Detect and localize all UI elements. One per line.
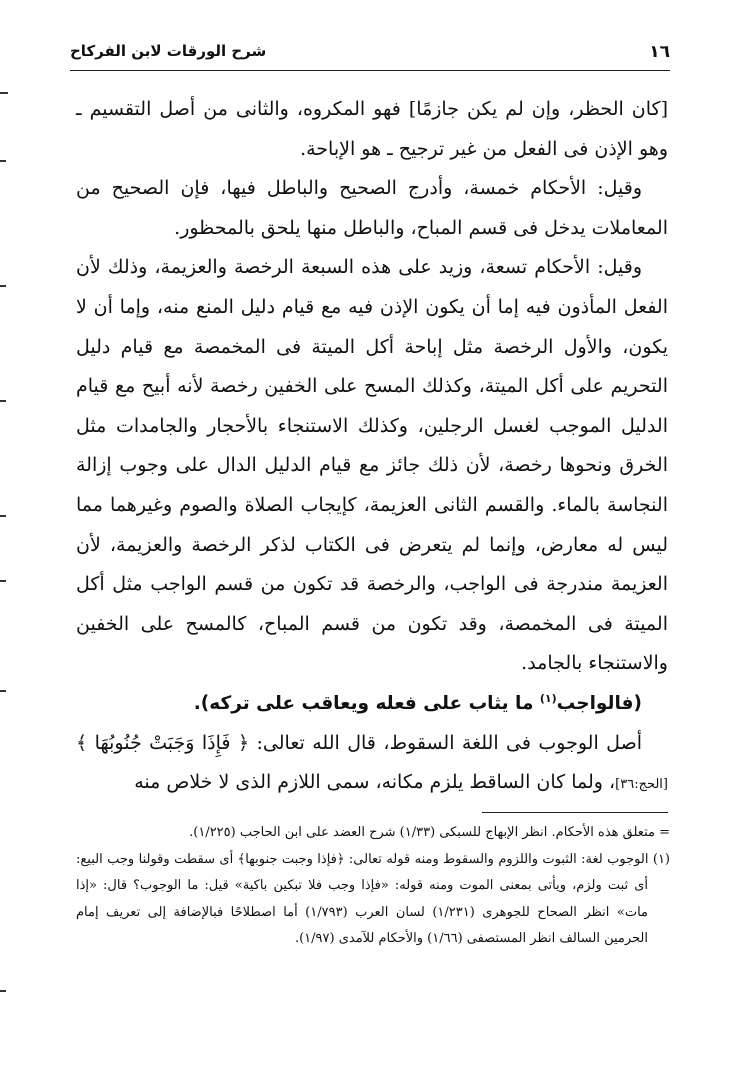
header-rule: [70, 70, 670, 71]
page-number: ١٦: [649, 42, 670, 62]
footnote-rule: [482, 812, 668, 813]
margin-mark: [0, 400, 6, 402]
footnote-1: (١) الوجوب لغة: الثبوت واللزوم والسقوط ومنه قوله تعالى: ﴿فإذا وجبت جنوبها﴾ أى سقطت وقولنا وجب البيع: أى ثبت ولزم، ويأتى بمعنى الموت ومنه قوله: «فإذا وجب فلا تبكين باكية» قيل: ما الوجوب؟ قال: «إذا مات» انظر الصحاح للجوهرى (١/٢٣١) لسان العرب (١/٧٩٣) أما اصطلاحًا فبالإضافة إلى تعريف إمام الحرمين السالف انظر المستصفى (١/٦٦) والأحكام للآمدى (١/٩٧).: [76, 851, 670, 946]
margin-mark: [0, 160, 6, 162]
paragraph-3: وقيل: الأحكام تسعة، وزيد على هذه السبعة الرخصة والعزيمة، وذلك لأن الفعل المأذون فيه إما أن يكون الإذن فيه مع قيام دليل المنع منه، وإما أن لا يكون، والأول الرخصة مثل إباحة أكل الميتة فى المخمصة مع قيام دليل التحريم على أكل الميتة، وكذلك المسح على الخفين رخصة لأنه أبيح مع قيام الدليل الموجب لغسل الرجلين، وكذلك الاستنجاء بالأحجار والجامدات مثل الخرق ونحوها رخصة، لأن ذلك جائز مع قيام الدليل الدال على وجوب إزالة النجاسة بالماء. والقسم الثانى العزيمة، كإيجاب الصلاة والصوم وغيرهما مما ليس له معارض، وإنما لم يتعرض فى الكتاب لذكر الرخصة والعزيمة، لأن العزيمة مندرجة فى الواجب، والرخصة قد تكون من قسم الواجب مثل أكل الميتة فى المخمصة، وقد تكون من قسم المباح، كالمسح على الخفين والاستنجاء بالجامد.: [76, 256, 668, 675]
footnote-reference: (١): [539, 691, 557, 705]
paragraph-1: [كان الحظر، وإن لم يكن جازمًا] فهو المكروه، والثانى من أصل التقسيم ـ وهو الإذن فى الفعل من غير ترجيح ـ هو الإباحة.: [76, 98, 668, 160]
paragraph-2: وقيل: الأحكام خمسة، وأدرج الصحيح والباطل فيها، فإن الصحيح من المعاملات يدخل فى قسم المباح، والباطل منها يلحق بالمحظور.: [76, 177, 668, 239]
heading-text-end: ما يثاب على فعله ويعاقب على تركه).: [193, 692, 540, 714]
paragraph-4: [76, 724, 668, 805]
main-text: [76, 90, 668, 805]
margin-mark: [0, 990, 6, 992]
margin-mark: [0, 92, 8, 94]
running-title: شرح الورقات لابن الفركاح: [70, 42, 267, 60]
footnote-continuation: = متعلق هذه الأحكام. انظر الإبهاج للسبكى (١/٣٣) شرح العضد على ابن الحاجب (١/٢٢٥).: [189, 825, 670, 840]
quran-citation: [الحج:٣٦]: [615, 777, 668, 793]
matn-heading: [76, 684, 668, 724]
page-header: [70, 40, 670, 68]
margin-mark: [0, 285, 6, 287]
heading-text-start: (فالواجب: [556, 692, 642, 714]
footnotes: [76, 820, 670, 953]
margin-mark: [0, 580, 6, 582]
margin-mark: [0, 690, 6, 692]
margin-mark: [0, 515, 6, 517]
paragraph-4-end: ، ولما كان الساقط يلزم مكانه، سمى اللازم الذى لا خلاص منه: [134, 771, 616, 794]
paragraph-4-start: أصل الوجوب فى اللغة السقوط، قال الله تعالى: ﴿ فَإِذَا وَجَبَتْ جُنُوبُهَا ﴾: [76, 731, 642, 754]
